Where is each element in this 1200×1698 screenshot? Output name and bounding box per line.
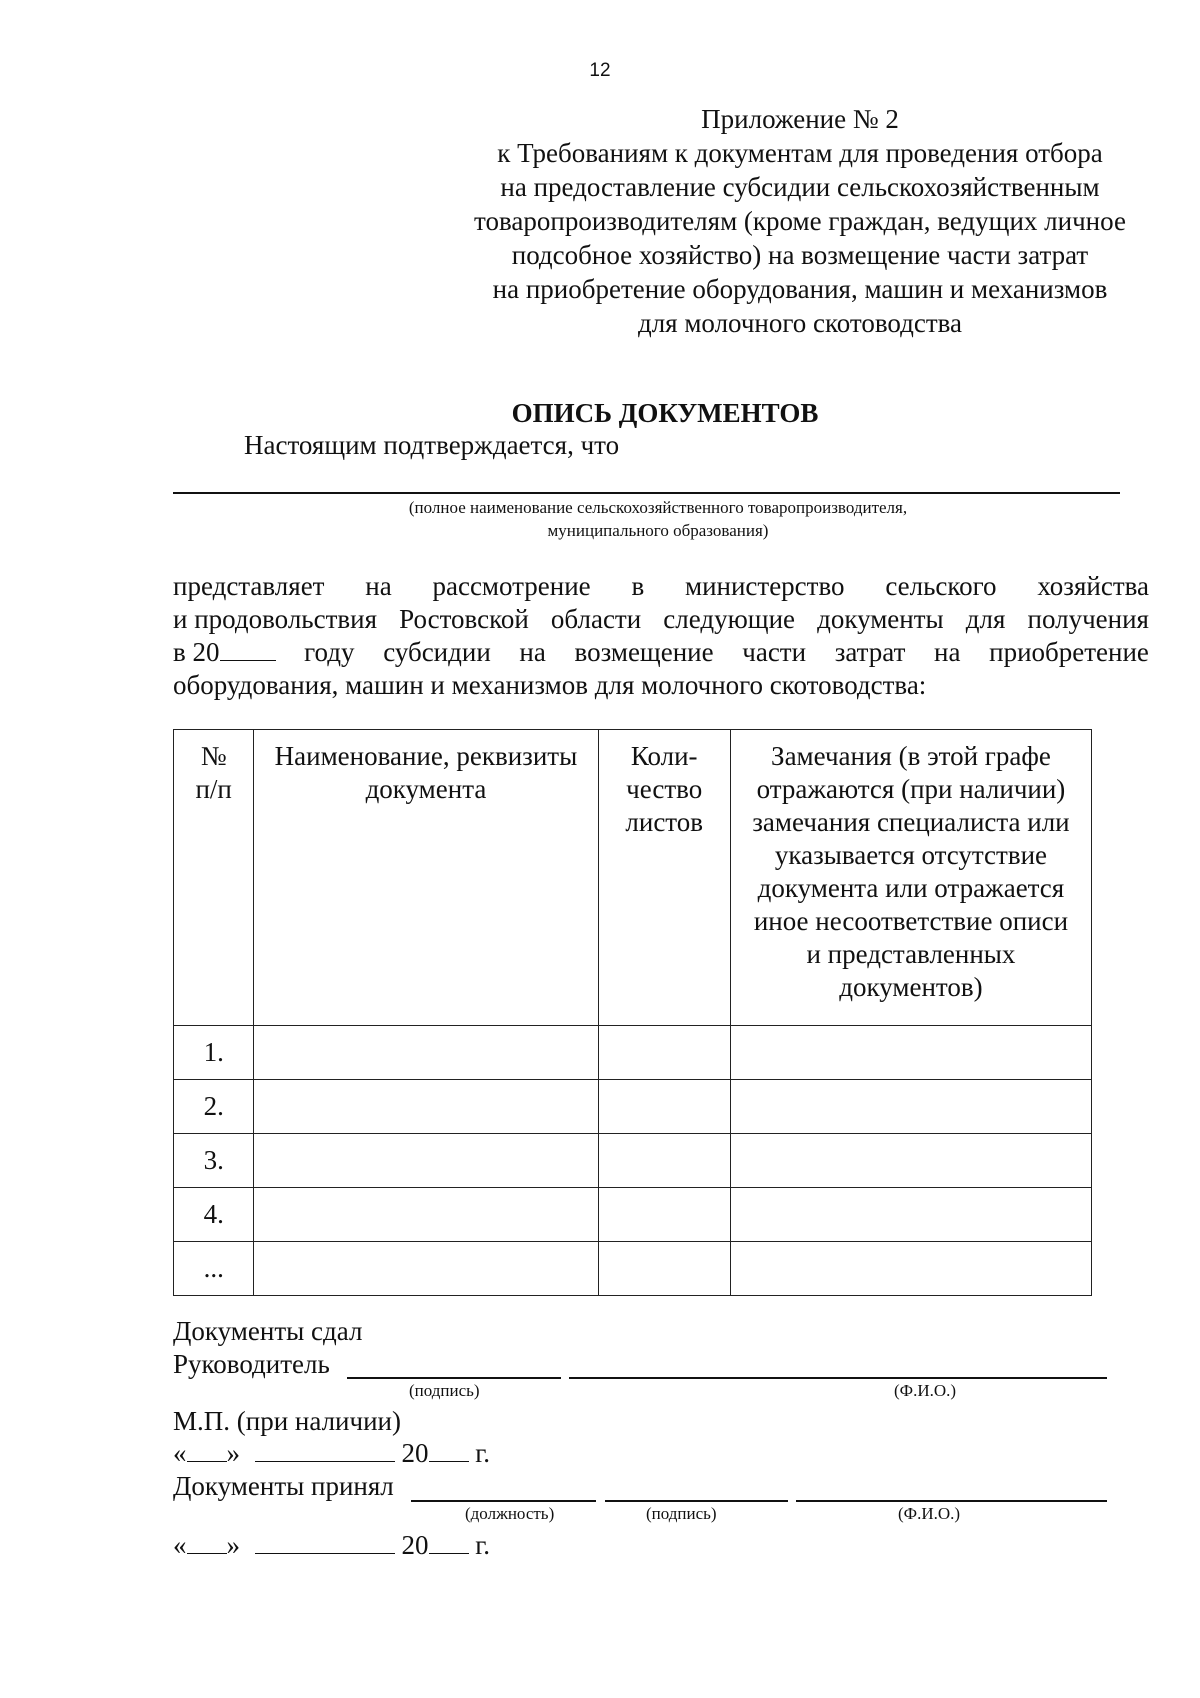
year-prefix: 20 (401, 1530, 429, 1560)
word: приобретение (989, 637, 1149, 667)
table-row (174, 1134, 1092, 1188)
quote-close: » (226, 1438, 240, 1468)
header-remarks (730, 730, 1091, 1026)
header-line: чество (626, 774, 703, 804)
row-number: 2. (174, 1080, 254, 1134)
year-prefix: в 20 (173, 637, 220, 667)
accepted-label: Документы принял (173, 1471, 394, 1501)
word: министерство (684, 571, 845, 601)
appendix-header (430, 102, 1170, 340)
paragraph-line-3 (173, 636, 1149, 669)
header-line: № (200, 741, 227, 771)
document-name-cell[interactable] (254, 1188, 598, 1242)
submitted-label: Документы сдал (173, 1316, 363, 1346)
table-row (174, 1026, 1092, 1080)
appendix-line: на приобретение оборудования, машин и механизмов (492, 274, 1108, 304)
head-name-line[interactable] (569, 1377, 1107, 1379)
word: следующие (663, 604, 795, 634)
sheet-count-cell[interactable] (598, 1242, 730, 1296)
signature-caption: (подпись) (646, 1504, 717, 1523)
header-line: листов (625, 807, 703, 837)
header-number (174, 730, 254, 1026)
header-line: Коли- (630, 741, 698, 771)
submitted-date (173, 1438, 490, 1469)
word: затрат (834, 637, 906, 667)
document-name-cell[interactable] (254, 1134, 598, 1188)
word: на (934, 637, 961, 667)
word: сельского (885, 571, 997, 601)
row-number: ... (174, 1242, 254, 1296)
paragraph-line-1 (173, 570, 1149, 603)
signature-caption: (подпись) (409, 1381, 480, 1400)
header-line: иное несоответствие описи (753, 906, 1069, 936)
header-sheet-count (598, 730, 730, 1026)
word: возмещение (574, 637, 714, 667)
word: субсидии (383, 637, 491, 667)
accepted-name-line[interactable] (796, 1500, 1107, 1502)
remarks-cell[interactable] (730, 1026, 1091, 1080)
row-number: 4. (174, 1188, 254, 1242)
header-line: Замечания (в этой графе (771, 741, 1051, 771)
paragraph-line-2 (173, 603, 1149, 636)
header-line: указывается отсутствие (774, 840, 1048, 870)
year-blank[interactable] (429, 1531, 469, 1554)
head-label: Руководитель (173, 1349, 330, 1379)
appendix-line: Приложение № 2 (701, 104, 899, 134)
stamp-label: М.П. (при наличии) (173, 1406, 401, 1436)
table-header-row (174, 730, 1092, 1026)
document-title: ОПИСЬ ДОКУМЕНТОВ (511, 398, 819, 428)
month-blank[interactable] (255, 1439, 395, 1462)
word: области (550, 604, 642, 634)
table-row (174, 1242, 1092, 1296)
accepted-position-line[interactable] (411, 1500, 596, 1502)
word: части (742, 637, 807, 667)
page-number: 12 (589, 60, 611, 81)
remarks-cell[interactable] (730, 1134, 1091, 1188)
quote-open: « (173, 1438, 187, 1468)
sheet-count-cell[interactable] (598, 1134, 730, 1188)
word: документы (817, 604, 944, 634)
sheet-count-cell[interactable] (598, 1080, 730, 1134)
appendix-line: для молочного скотоводства (637, 308, 963, 338)
header-line: документа или отражается (757, 873, 1065, 903)
table-row (174, 1188, 1092, 1242)
appendix-line: подсобное хозяйство) на возмещение части затрат (511, 240, 1089, 270)
row-number: 3. (174, 1134, 254, 1188)
body-paragraph (173, 570, 1149, 702)
word: хозяйства (1037, 571, 1149, 601)
header-document-name (254, 730, 598, 1026)
word: получения (1027, 604, 1149, 634)
year-blank (220, 638, 276, 661)
remarks-cell[interactable] (730, 1188, 1091, 1242)
accepted-date (173, 1530, 490, 1561)
document-name-cell[interactable] (254, 1080, 598, 1134)
header-line: п/п (195, 774, 232, 804)
day-blank[interactable] (187, 1439, 227, 1462)
position-caption: (должность) (465, 1504, 555, 1523)
year-field (173, 636, 276, 669)
documents-table (173, 729, 1092, 1296)
table-row (174, 1080, 1092, 1134)
word: и продовольствия (173, 604, 378, 634)
year-blank[interactable] (429, 1439, 469, 1462)
day-blank[interactable] (187, 1531, 227, 1554)
name-caption: (Ф.И.О.) (894, 1381, 957, 1400)
quote-close: » (226, 1530, 240, 1560)
month-blank[interactable] (255, 1531, 395, 1554)
word: году (304, 637, 355, 667)
accepted-signature-line[interactable] (605, 1500, 788, 1502)
producer-caption (0, 496, 1200, 542)
remarks-cell[interactable] (730, 1242, 1091, 1296)
header-line: и представленных (806, 939, 1016, 969)
head-signature-line[interactable] (347, 1377, 561, 1379)
appendix-line: товаропроизводителям (кроме граждан, ведущих личное (474, 206, 1126, 236)
header-line: отражаются (при наличии) (756, 774, 1066, 804)
header-line: замечания специалиста или (752, 807, 1070, 837)
name-caption: (Ф.И.О.) (898, 1504, 961, 1523)
word: Ростовской (399, 604, 529, 634)
document-name-cell[interactable] (254, 1242, 598, 1296)
word: для (965, 604, 1006, 634)
sheet-count-cell[interactable] (598, 1188, 730, 1242)
producer-name-line (173, 492, 1120, 494)
row-number: 1. (174, 1026, 254, 1080)
year-suffix: г. (475, 1530, 491, 1560)
document-name-cell[interactable] (254, 1026, 598, 1080)
word: на (365, 571, 392, 601)
sheet-count-cell[interactable] (598, 1026, 730, 1080)
appendix-line: на предоставление субсидии сельскохозяйственным (500, 172, 1100, 202)
header-line: документа (365, 774, 487, 804)
appendix-line: к Требованиям к документам для проведения отбора (497, 138, 1103, 168)
header-line: Наименование, реквизиты (274, 741, 578, 771)
year-prefix: 20 (401, 1438, 429, 1468)
quote-open: « (173, 1530, 187, 1560)
header-line: документов) (839, 972, 983, 1002)
intro-text: Настоящим подтверждается, что (244, 430, 620, 460)
caption-line: (полное наименование сельскохозяйственного товаропроизводителя, (408, 498, 908, 517)
caption-line: муниципального образования) (547, 521, 769, 540)
word: рассмотрение (432, 571, 591, 601)
word: в (631, 571, 645, 601)
year-suffix: г. (475, 1438, 491, 1468)
word: представляет (173, 571, 325, 601)
word: на (519, 637, 546, 667)
remarks-cell[interactable] (730, 1080, 1091, 1134)
paragraph-line-4: оборудования, машин и механизмов для молочного скотоводства: (173, 670, 927, 700)
